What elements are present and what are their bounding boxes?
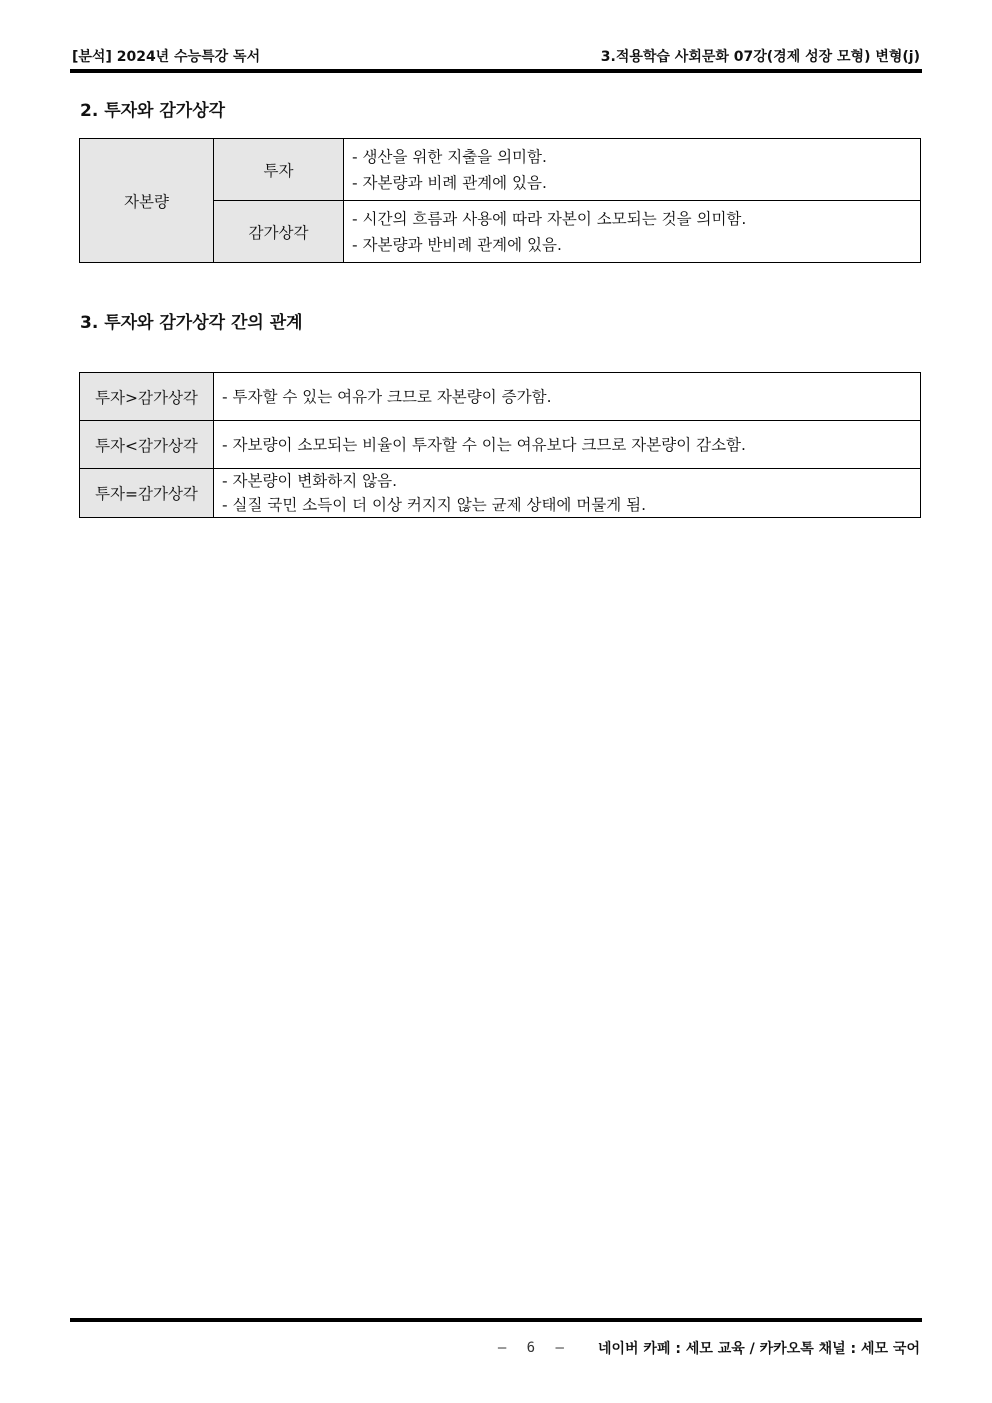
row-label-investment: 투자 [214, 139, 344, 201]
relation-label-greater: 투자>감가상각 [80, 373, 214, 421]
header-left: [분석] 2024년 수능특강 독서 [72, 49, 261, 65]
row-desc-depreciation [344, 201, 921, 263]
desc-line: - 자본량과 비례 관계에 있음. [352, 173, 547, 192]
relation-label-less: 투자<감가상각 [80, 421, 214, 469]
desc-line: - 자보량이 소모되는 비율이 투자할 수 이는 여유보다 크므로 자본량이 감소함. [222, 435, 746, 454]
relation-table [79, 372, 921, 518]
table-row [80, 373, 921, 421]
table-row [80, 469, 921, 518]
desc-line: - 투자할 수 있는 여유가 크므로 자본량이 증가함. [222, 387, 552, 406]
row-desc-investment [344, 139, 921, 201]
page-footer [72, 1336, 920, 1360]
footer-text: 네이버 카페 : 세모 교육 / 카카오톡 채널 : 세모 국어 [597, 1341, 920, 1357]
relation-desc-equal [214, 469, 921, 518]
section-2-title: 2. 투자와 감가상각 [80, 101, 226, 121]
header-rule [70, 69, 922, 73]
row-label-depreciation: 감가상각 [214, 201, 344, 263]
desc-line: - 자본량이 변화하지 않음. [222, 472, 398, 490]
page-header [72, 44, 920, 68]
page-number: – 6 – [497, 1340, 570, 1356]
relation-label-equal: 투자=감가상각 [80, 469, 214, 518]
relation-desc-greater [214, 373, 921, 421]
desc-line: - 실질 국민 소득이 더 이상 커지지 않는 균제 상태에 머물게 됨. [222, 496, 647, 514]
desc-line: - 자본량과 반비례 관계에 있음. [352, 235, 562, 254]
section-3-title: 3. 투자와 감가상각 간의 관계 [80, 313, 303, 333]
desc-line: - 시간의 흐름과 사용에 따라 자본이 소모되는 것을 의미함. [352, 209, 747, 228]
investment-depreciation-table [79, 138, 921, 263]
header-right: 3.적용학습 사회문화 07강(경제 성장 모형) 변형(j) [600, 49, 920, 65]
footer-rule [70, 1318, 922, 1322]
table-row [80, 421, 921, 469]
row-header-capital: 자본량 [80, 139, 214, 263]
desc-line: - 생산을 위한 지출을 의미함. [352, 147, 547, 166]
table-row [80, 139, 921, 201]
relation-desc-less [214, 421, 921, 469]
